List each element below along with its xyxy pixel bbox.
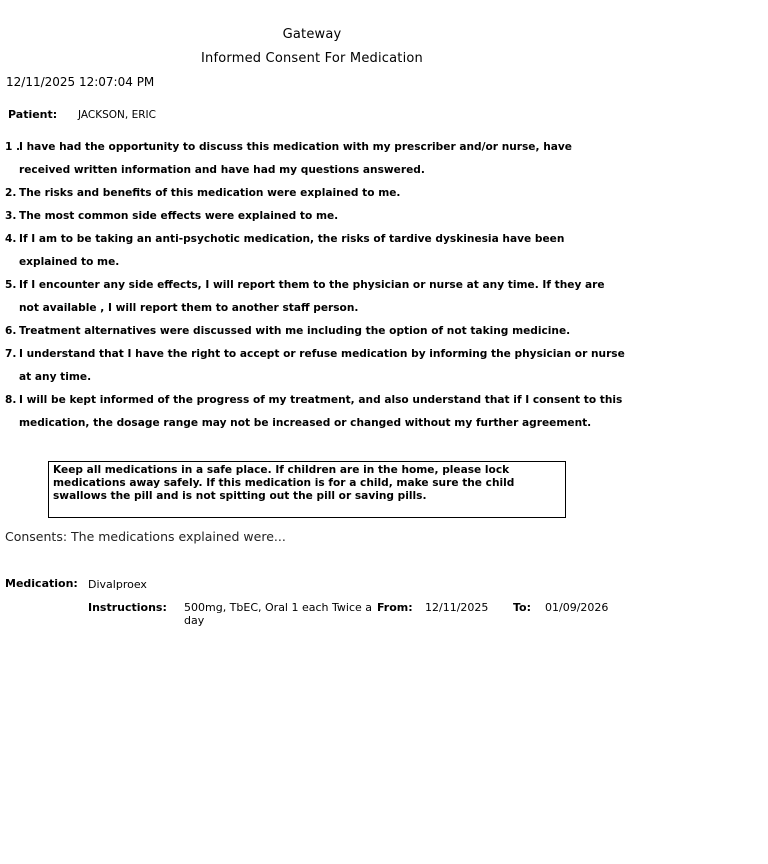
statement-text: The most common side effects were explained to me. [19,210,339,222]
from-label: From: [377,601,413,614]
statement-text: I will be kept informed of the progress of my treatment, and also understand that if I consent to this medication, the dosage range may not be increased or changed without my further agreement. [19,394,623,429]
consent-statement-8 [5,389,625,435]
consent-statement-4 [5,228,625,274]
statement-text: Treatment alternatives were discussed with me including the option of not taking medicine. [19,325,571,337]
instructions-label: Instructions: [88,601,167,614]
instructions-value: 500mg, TbEC, Oral 1 each Twice a day [184,601,373,627]
consent-statement-2 [5,182,625,205]
consent-statement-5 [5,274,625,320]
patient-label: Patient: [8,108,58,121]
statement-text: If I encounter any side effects, I will report them to the physician or nurse at any time. If they are not available , I will report them to another staff person. [19,279,605,314]
print-timestamp: 12/11/2025 12:07:04 PM [6,75,155,89]
statement-text: I have had the opportunity to discuss this medication with my prescriber and/or nurse, have received written information and have had my questions answered. [19,141,572,176]
statement-text: I understand that I have the right to accept or refuse medication by informing the physician or nurse at any time. [19,348,625,383]
safety-notice-box: Keep all medications in a safe place. If children are in the home, please lock medications away safely. If this medication is for a child, make sure the child swallows the pill and is not spitting out the pill or saving pills. [48,461,566,518]
statement-number: 1 . [5,141,21,153]
consent-statement-7 [5,343,625,389]
from-date: 12/11/2025 [425,601,489,614]
form-title: Informed Consent For Medication [200,51,423,66]
medication-name: Divalproex [88,578,147,591]
patient-name: JACKSON, ERIC [78,109,156,121]
statement-text: The risks and benefits of this medication were explained to me. [19,187,401,199]
to-label: To: [513,601,531,614]
consents-heading: Consents: The medications explained were... [5,529,286,544]
statement-number: 8. [5,394,17,406]
statement-number: 7. [5,348,17,360]
statement-number: 4. [5,233,17,245]
consent-statement-1 [5,136,625,182]
statement-number: 3. [5,210,17,222]
consent-statement-6 [5,320,625,343]
medication-label: Medication: [5,577,78,590]
statement-number: 6. [5,325,17,337]
statement-text: If I am to be taking an anti-psychotic medication, the risks of tardive dyskinesia have been explained to me. [19,233,565,268]
consent-statements [5,136,625,435]
to-date: 01/09/2026 [545,601,609,614]
statement-number: 5. [5,279,17,291]
organization-name: Gateway [282,27,342,42]
consent-statement-3 [5,205,625,228]
statement-number: 2. [5,187,17,199]
